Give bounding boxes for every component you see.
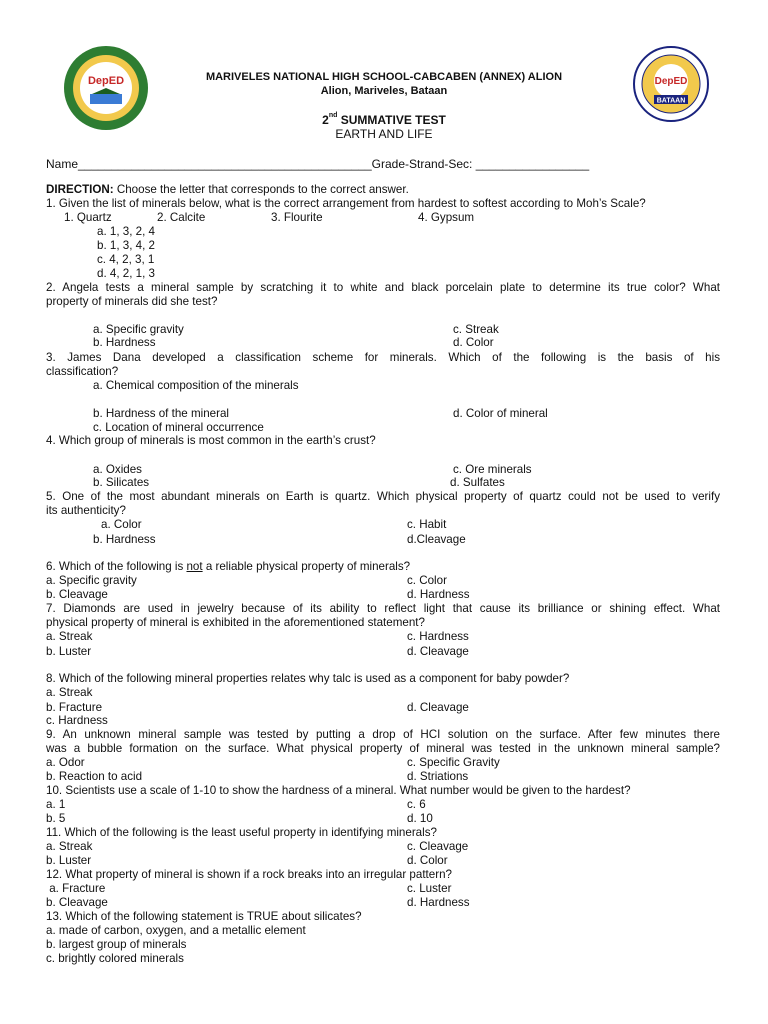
option-b[interactable]: b. Hardness — [93, 336, 156, 349]
option-c[interactable]: c. Hardness — [46, 714, 108, 727]
option-c[interactable]: c. Ore minerals — [453, 463, 532, 476]
question-4: 4. Which group of minerals is most common in the earth’s crust? — [46, 434, 376, 447]
directions: DIRECTION: Choose the letter that corresponds to the correct answer. — [46, 183, 409, 196]
option-d[interactable]: d. Hardness — [407, 588, 470, 601]
question-8: 8. Which of the following mineral properties relates why talc is used as a component for baby powder? — [46, 672, 570, 685]
option-b[interactable]: b. largest group of minerals — [46, 938, 187, 951]
question-7: 7. Diamonds are used in jewelry because of its ability to reflect light that cause its brilliance or shining effect. What — [46, 602, 720, 615]
option-b[interactable]: b. Hardness of the mineral — [93, 407, 229, 420]
option-d[interactable]: d. Cleavage — [407, 645, 469, 658]
option-c[interactable]: c. Hardness — [407, 630, 469, 643]
mineral-list-item: 3. Flourite — [271, 211, 323, 224]
option-b[interactable]: b. Reaction to acid — [46, 770, 143, 783]
question-5-cont: its authenticity? — [46, 504, 126, 517]
question-5: 5. One of the most abundant minerals on Earth is quartz. Which physical property of quartz could not be used to verify — [46, 490, 720, 503]
option-c[interactable]: c. Cleavage — [407, 840, 469, 853]
option-d[interactable]: d. Cleavage — [407, 701, 469, 714]
right-logo-text: DepED — [654, 76, 688, 87]
question-2-cont: property of minerals did she test? — [46, 295, 218, 308]
question-9-cont: was a bubble formation on the surface. What physical property of mineral was tested in the unknown mineral sample? — [46, 742, 720, 755]
option-c[interactable]: c. 6 — [407, 798, 426, 811]
option-a[interactable]: a. made of carbon, oxygen, and a metallic element — [46, 924, 306, 937]
option-c[interactable]: c. Habit — [407, 518, 447, 531]
question-11: 11. Which of the following is the least useful property in identifying minerals? — [46, 826, 437, 839]
option-b[interactable]: b. Luster — [46, 854, 92, 867]
test-title: 2nd SUMMATIVE TEST — [322, 112, 446, 127]
question-3: 3. James Dana developed a classification scheme for minerals. Which of the following is the basis of his — [46, 351, 720, 364]
option-c[interactable]: c. Streak — [453, 323, 499, 336]
option-b[interactable]: b. Silicates — [93, 476, 150, 489]
question-6: 6. Which of the following is not a reliable physical property of minerals? — [46, 560, 411, 573]
option-b[interactable]: b. Luster — [46, 645, 92, 658]
option-d[interactable]: d. Striations — [407, 770, 469, 783]
question-12: 12. What property of mineral is shown if a rock breaks into an irregular pattern? — [46, 868, 452, 881]
school-name: MARIVELES NATIONAL HIGH SCHOOL-CABCABEN (ANNEX) ALION — [205, 71, 563, 83]
option-a[interactable]: a. Oxides — [93, 463, 142, 476]
question-13: 13. Which of the following statement is TRUE about silicates? — [46, 910, 362, 923]
deped-bataan-logo — [632, 45, 710, 123]
option-c[interactable]: c. Color — [407, 574, 447, 587]
option-c[interactable]: c. 4, 2, 3, 1 — [97, 253, 155, 266]
option-d[interactable]: d. Color — [453, 336, 494, 349]
option-b[interactable]: b. 1, 3, 4, 2 — [97, 239, 156, 252]
option-a[interactable]: a. 1 — [46, 798, 66, 811]
option-c[interactable]: c. Location of mineral occurrence — [93, 421, 264, 434]
option-d[interactable]: d. Sulfates — [450, 476, 505, 489]
option-a[interactable]: a. Color — [101, 518, 142, 531]
option-d[interactable]: d. Color — [407, 854, 448, 867]
option-d[interactable]: d.Cleavage — [407, 533, 466, 546]
option-a[interactable]: a. Streak — [46, 686, 93, 699]
question-2: 2. Angela tests a mineral sample by scratching it to white and black porcelain plate to determine its true color? What — [46, 281, 720, 294]
option-b[interactable]: b. 5 — [46, 812, 66, 825]
option-a[interactable]: a. Specific gravity — [93, 323, 184, 336]
name-grade-field[interactable]: Name____________________________________________Grade-Strand-Sec: _________________ — [46, 157, 590, 171]
question-7-cont: physical property of mineral is exhibited in the aforementioned statement? — [46, 616, 425, 629]
option-d[interactable]: d. 10 — [407, 812, 433, 825]
option-b[interactable]: b. Hardness — [93, 533, 156, 546]
option-b[interactable]: b. Fracture — [46, 701, 103, 714]
option-a[interactable]: a. Fracture — [46, 882, 106, 895]
question-3-cont: classification? — [46, 365, 119, 378]
option-c[interactable]: c. Specific Gravity — [407, 756, 500, 769]
left-logo-text: DepED — [87, 75, 125, 87]
option-b[interactable]: b. Cleavage — [46, 588, 108, 601]
school-address: Alion, Mariveles, Bataan — [320, 85, 448, 97]
option-a[interactable]: a. Streak — [46, 630, 93, 643]
option-a[interactable]: a. Streak — [46, 840, 93, 853]
option-c[interactable]: c. brightly colored minerals — [46, 952, 184, 965]
test-subject: EARTH AND LIFE — [335, 127, 433, 141]
option-a[interactable]: a. Specific gravity — [46, 574, 137, 587]
mineral-list-item: 1. Quartz — [64, 211, 112, 224]
mineral-list-item: 2. Calcite — [157, 211, 206, 224]
option-c[interactable]: c. Luster — [407, 882, 452, 895]
option-d[interactable]: d. 4, 2, 1, 3 — [97, 267, 156, 280]
option-a[interactable]: a. Chemical composition of the minerals — [93, 379, 299, 392]
option-a[interactable]: a. Odor — [46, 756, 85, 769]
option-d[interactable]: d. Hardness — [407, 896, 470, 909]
question-9: 9. An unknown mineral sample was tested by putting a drop of HCI solution on the surface. After few minutes there — [46, 728, 720, 741]
option-b[interactable]: b. Cleavage — [46, 896, 108, 909]
question-1: 1. Given the list of minerals below, what is the correct arrangement from hardest to softest according to Moh’s Scale? — [46, 197, 646, 210]
option-d[interactable]: d. Color of mineral — [453, 407, 548, 420]
mineral-list-item: 4. Gypsum — [418, 211, 475, 224]
option-a[interactable]: a. 1, 3, 2, 4 — [97, 225, 156, 238]
question-10: 10. Scientists use a scale of 1-10 to show the hardness of a mineral. What number would be given to the hardest? — [46, 784, 631, 797]
right-logo-subtext: BATAAN — [656, 97, 686, 105]
